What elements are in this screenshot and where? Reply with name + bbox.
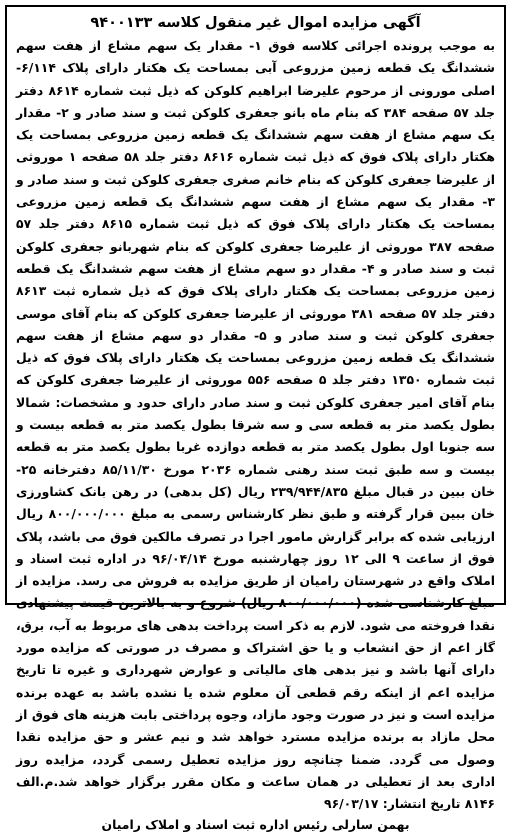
notice-body: به موجب پرونده اجرائی کلاسه فوق ۱- مقدار یک سهم مشاع از هفت سهم ششدانگ یک قطعه زمین مزروعی آبی بمساحت یک هکتار دارای پلاک ۶/۱۱۴-اصلی مورونی از مرحوم علیرضا ابراهیم کلوکن که ذیل ثبت شماره ۸۶۱۴ دفتر جلد ۵۷ صفحه ۳۸۴ که بنام ماه بانو جعفری کلوکن ثبت و سند صادر و ۲- مقدار یک سهم مشاع از هفت سهم ششدانگ یک قطعه زمین مزروعی بمساحت یک هکتار دارای پلاک فوق که ذیل ثبت شماره ۸۶۱۶ دفتر جلد ۵۸ صفحه ۱ موروثی از علیرضا جعفری کلوکن که بنام خانم صغری جعفری کلوکن ثبت و سند صادر و ۳- مقدار یک سهم مشاع از هفت سهم ششدانگ یک قطعه زمین مزروعی بمساحت یک هکتار دارای پلاک فوق که ذیل ثبت شماره ۸۶۱۵ دفتر جلد ۵۷ صفحه ۳۸۷ موروثی از علیرضا جعفری کلوکن که بنام شهربانو جعفری کلوکن ثبت و سند صادر و ۴- مقدار دو سهم مشاع از هفت سهم ششدانگ یک قطعه زمین مزروعی بمساحت یک هکتار دارای پلاک فوق که ذیل شماره ثبت ۸۶۱۳ دفتر جلد ۵۷ صفحه ۳۸۱ موروثی از علیرضا جعفری کلوکن که بنام آقای موسی جعفری کلوکن ثبت و سند صادر و ۵- مقدار دو سهم مشاع از هفت سهم ششدانگ یک قطعه زمین مزروعی بمساحت یک هکتار دارای پلاک فوق که ذیل ثبت شماره ۱۳۵۰ دفتر جلد ۵ صفحه ۵۵۶ موروثی از علیرضا جعفری کلوکن که بنام آقای امیر جعفری کلوکن ثبت و سند صادر دارای حدود و مشخصات: شمالا بطول یکصد متر به قطعه سی و سه شرقا بطول یکصد متر به قطعه بیست و سه جنوبا اول بطول یکصد متر به قطعه دوازده غربا بطول یکصد متر به قطعه بیست و سه طبق ثبت سند رهنی شماره ۲۰۳۶ مورخ ۸۵/۱۱/۳۰ دفترخانه ۲۵- خان ببین در قبال مبلغ ۲۳۹/۹۴۴/۸۳۵ ریال (کل بدهی) در رهن بانک کشاورزی خان ببین قرار گرفته و طبق نظر کارشناس رسمی به مبلغ ۸۰۰/۰۰۰/۰۰۰ ریال ارزیابی شده که برابر گزارش مامور اجرا در تصرف مالکین فوق می باشد، پلاک فوق از ساعت ۹ الی ۱۲ روز چهارشنبه مورخ ۹۶/۰۴/۱۴ در اداره ثبت اسناد و املاک واقع در شهرستان رامیان از طریق مزایده به فروش می رسد. مزایده از مبلغ کارشناسی شده (۸۰۰/۰۰۰/۰۰۰ ریال) شروع و به بالاترین قیمت پیشنهادی نقدا فروخته می شود. لازم به ذکر است پرداخت بدهی های مربوط به آب، برق، گاز اعم از حق انشعاب و یا حق اشتراک و مصرف در صورتی که مزایده مورد دارای آنها باشد و نیز بدهی های مالیاتی و عوارض شهرداری و غیره تا تاریخ مزایده اعم از اینکه رقم قطعی آن معلوم شده یا نشده باشد به عهده برنده مزایده است و نیز در صورت وجود مازاد، وجوه پرداختی بابت هزینه های فوق از محل مازاد به برنده مزایده مسترد خواهد شد و نیم عشر و حق مزایده نقدا وصول می گردد. ضمنا چنانچه روز مزایده تعطیل رسمی گردد، مزایده روز اداری بعد از تعطیلی در همان ساعت و مکان مقرر برگزار خواهد شد.م.الف ۸۱۴۶ تاریخ انتشار: ۹۶/۰۳/۱۷	[16, 38, 496, 812]
notice-signature: بهمن سارلی رئیس اداره ثبت اسناد و املاک رامیان	[101, 817, 410, 833]
auction-notice	[5, 5, 506, 833]
notice-title: آگهی مزایده اموال غیر منقول کلاسه ۹۴۰۰۱۳۳	[90, 15, 421, 31]
